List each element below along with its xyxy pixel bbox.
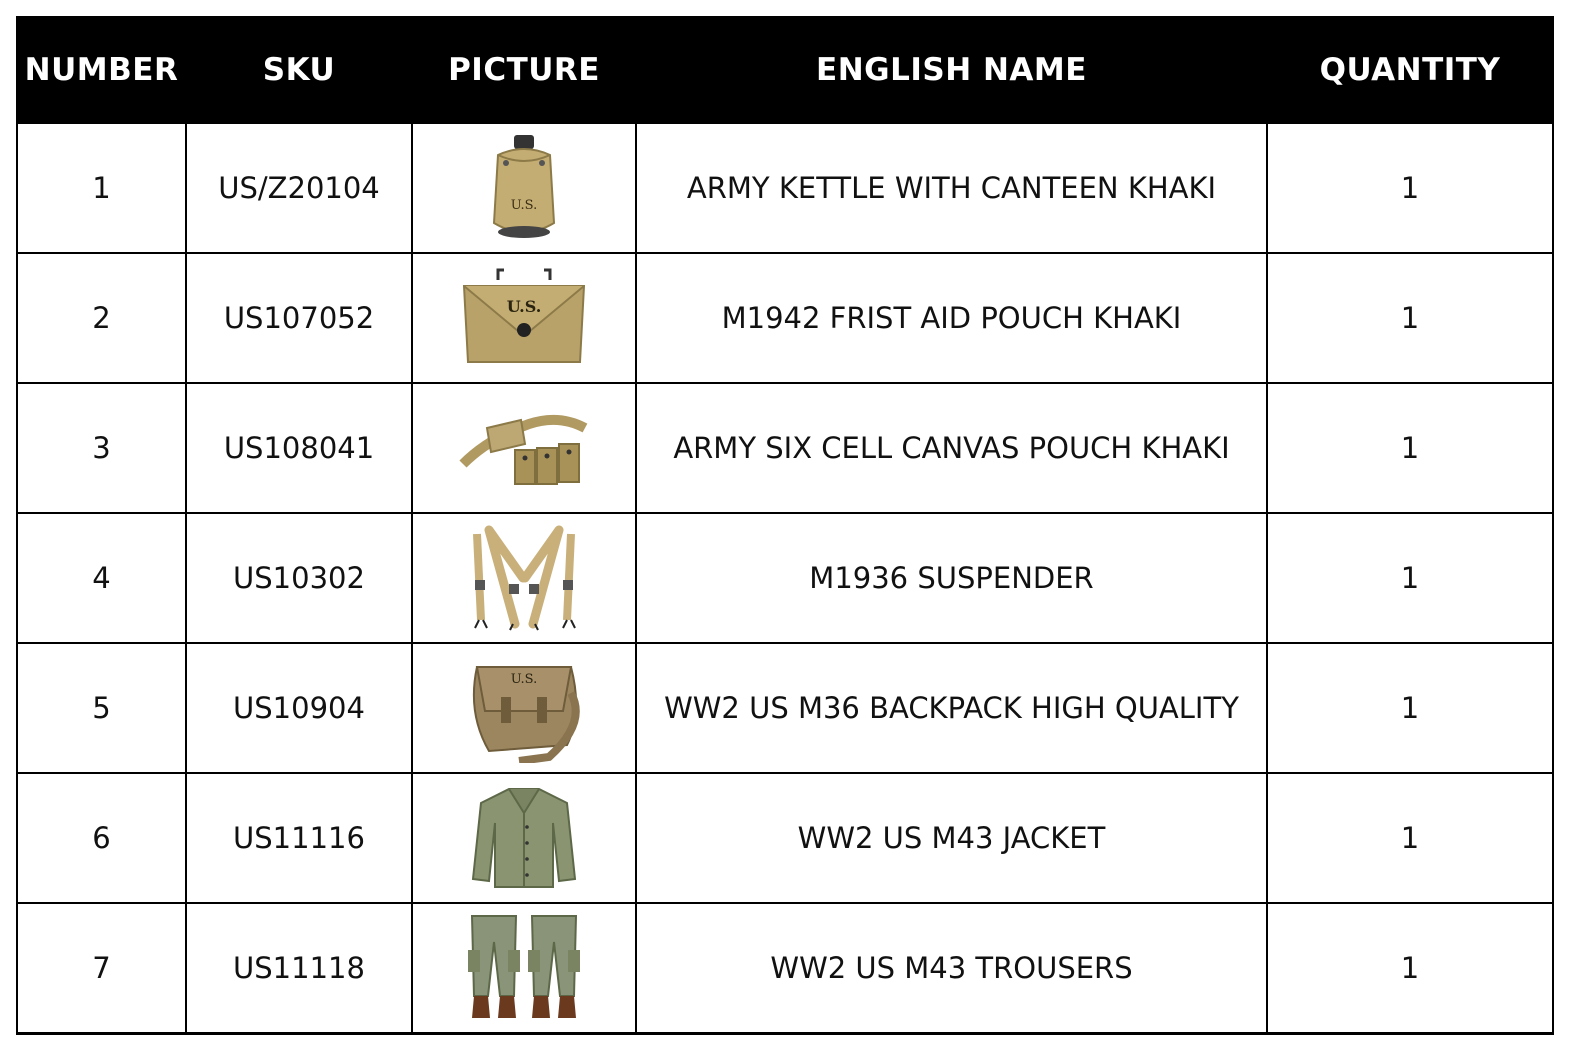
table-row — [17, 253, 1553, 383]
table-row — [17, 383, 1553, 513]
table-row — [17, 643, 1553, 773]
cell-english-name: M1942 FRIST AID POUCH KHAKI — [636, 253, 1267, 383]
cell-english-name: WW2 US M43 JACKET — [636, 773, 1267, 903]
trousers-icon — [464, 912, 584, 1024]
cell-picture — [412, 513, 636, 643]
table-row — [17, 123, 1553, 253]
cell-number: 6 — [17, 773, 186, 903]
canvas-pouch-belt-icon — [459, 398, 589, 498]
product-table — [16, 16, 1554, 1035]
cell-number: 2 — [17, 253, 186, 383]
cell-number: 5 — [17, 643, 186, 773]
cell-quantity: 1 — [1267, 383, 1553, 513]
svg-text:U.S.: U.S. — [506, 297, 542, 316]
cell-number: 7 — [17, 903, 186, 1034]
cell-quantity: 1 — [1267, 513, 1553, 643]
cell-sku: US11118 — [186, 903, 412, 1034]
cell-sku: US10302 — [186, 513, 412, 643]
header-number: NUMBER — [17, 17, 186, 123]
cell-number: 3 — [17, 383, 186, 513]
cell-english-name: ARMY KETTLE WITH CANTEEN KHAKI — [636, 123, 1267, 253]
cell-quantity: 1 — [1267, 123, 1553, 253]
suspender-icon — [459, 524, 589, 632]
cell-english-name: M1936 SUSPENDER — [636, 513, 1267, 643]
svg-text:U.S.: U.S. — [510, 198, 538, 213]
cell-english-name: WW2 US M36 BACKPACK HIGH QUALITY — [636, 643, 1267, 773]
table-row — [17, 513, 1553, 643]
cell-english-name: WW2 US M43 TROUSERS — [636, 903, 1267, 1034]
cell-picture — [412, 123, 636, 253]
header-sku: SKU — [186, 17, 412, 123]
svg-text:U.S.: U.S. — [510, 672, 538, 687]
cell-quantity: 1 — [1267, 773, 1553, 903]
cell-sku: US107052 — [186, 253, 412, 383]
cell-quantity: 1 — [1267, 253, 1553, 383]
first-aid-pouch-icon — [454, 266, 594, 370]
cell-sku: US/Z20104 — [186, 123, 412, 253]
cell-quantity: 1 — [1267, 643, 1553, 773]
canteen-icon — [484, 133, 564, 243]
cell-sku: US11116 — [186, 773, 412, 903]
cell-quantity: 1 — [1267, 903, 1553, 1034]
header-picture: PICTURE — [412, 17, 636, 123]
cell-english-name: ARMY SIX CELL CANVAS POUCH KHAKI — [636, 383, 1267, 513]
cell-sku: US108041 — [186, 383, 412, 513]
cell-picture — [412, 253, 636, 383]
cell-number: 1 — [17, 123, 186, 253]
cell-picture — [412, 773, 636, 903]
cell-sku: US10904 — [186, 643, 412, 773]
backpack-icon — [459, 653, 589, 763]
table-row — [17, 903, 1553, 1034]
cell-number: 4 — [17, 513, 186, 643]
jacket-icon — [469, 783, 579, 893]
cell-picture — [412, 903, 636, 1034]
header-row — [17, 17, 1553, 123]
cell-picture — [412, 643, 636, 773]
header-english-name: ENGLISH NAME — [636, 17, 1267, 123]
table-row — [17, 773, 1553, 903]
header-quantity: QUANTITY — [1267, 17, 1553, 123]
cell-picture — [412, 383, 636, 513]
